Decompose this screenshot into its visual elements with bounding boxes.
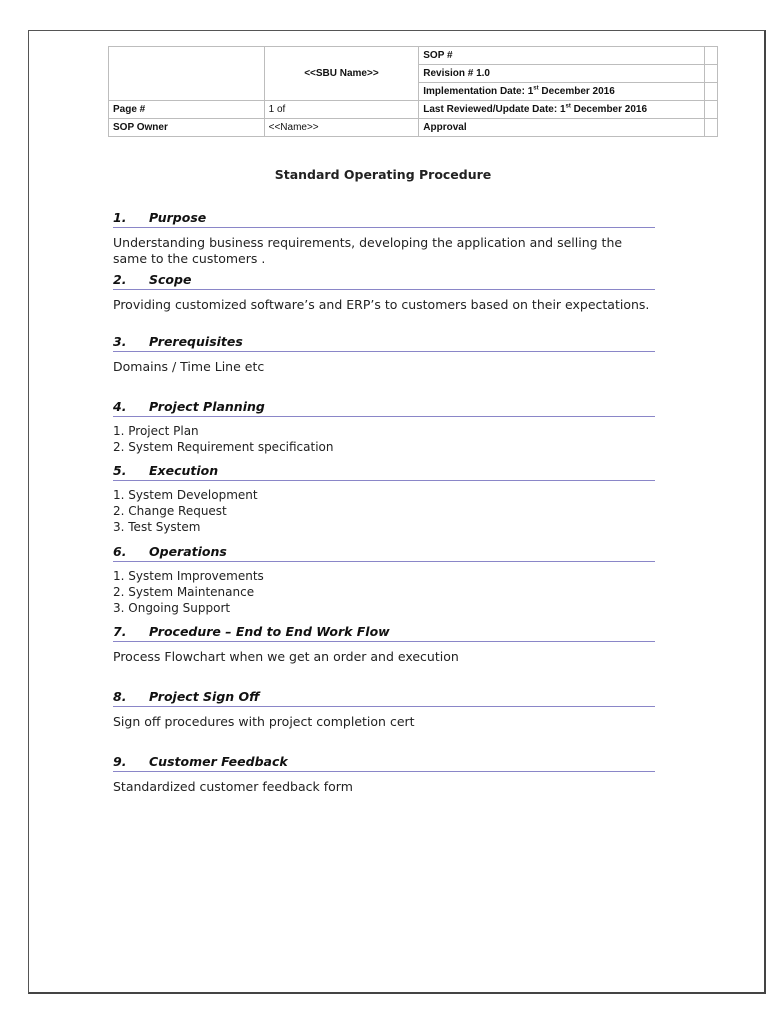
section-title: Purpose [149,210,207,225]
section-heading [113,753,655,772]
document-page [28,30,766,994]
section-number: 3. [113,334,127,349]
section-text: Process Flowchart when we get an order and execution [113,649,459,664]
list-item: 1. System Improvements [113,569,264,583]
section-number: 9. [113,754,127,769]
list-item: 2. System Maintenance [113,585,255,599]
section-number: 6. [113,544,127,559]
revision-cell [419,65,705,83]
section-title: Scope [149,272,192,287]
header-spacer-cell [705,83,718,101]
section-title: Procedure – End to End Work Flow [149,624,390,639]
page-value-cell [264,101,419,119]
section-project-planning [113,398,655,462]
section-title: Customer Feedback [149,754,288,769]
section-heading [113,209,655,228]
list-item: 1. Project Plan [113,424,199,438]
section-heading [113,271,655,290]
sbu-name: <<SBU Name>> [304,68,379,79]
section-list [113,423,655,455]
last-reviewed-suffix: December 2016 [570,104,648,115]
section-text: Understanding business requirements, developing the application and selling the same to the customers . [113,235,623,266]
header-spacer-cell [705,65,718,83]
section-heading [113,688,655,707]
header-row-1 [109,47,718,65]
header-spacer-cell [705,47,718,65]
list-item: 3. Test System [113,520,201,534]
implementation-date-prefix: Implementation Date: 1 [423,86,534,97]
sbu-name-cell [264,47,419,101]
last-reviewed-cell [419,101,705,119]
section-title: Execution [149,463,219,478]
owner-value-cell [264,119,419,137]
last-reviewed-ordinal: st [565,103,571,110]
section-list [113,487,655,535]
header-row-4 [109,101,718,119]
owner-value: <<Name>> [268,122,319,133]
section-procedure [113,623,655,688]
implementation-date-ordinal: st [533,85,539,92]
sop-number-cell [419,47,705,65]
section-number: 8. [113,689,127,704]
implementation-date-cell [419,83,705,101]
owner-label: SOP Owner [113,122,168,133]
section-prerequisites [113,333,655,398]
section-title: Prerequisites [149,334,243,349]
approval-cell [419,119,705,137]
list-item: 1. System Development [113,488,258,502]
document-content [113,209,655,803]
section-title: Project Sign Off [149,689,260,704]
section-text: Providing customized software’s and ERP’s to customers based on their expectations. [113,297,650,312]
approval: Approval [423,122,467,133]
page-label: Page # [113,104,146,115]
list-item: 2. System Requirement specification [113,440,334,454]
page-value: 1 of [268,104,286,115]
section-number: 5. [113,463,127,478]
sop-number: SOP # [423,50,453,61]
section-text: Domains / Time Line etc [113,359,265,374]
section-heading [113,623,655,642]
section-title: Project Planning [149,399,265,414]
section-heading [113,543,655,562]
page-label-cell [109,101,265,119]
header-spacer-cell [705,101,718,119]
section-heading [113,462,655,481]
header-spacer-cell [705,119,718,137]
section-heading [113,398,655,417]
owner-label-cell [109,119,265,137]
section-project-sign-off [113,688,655,753]
section-text: Standardized customer feedback form [113,779,353,794]
section-text: Sign off procedures with project completion cert [113,714,415,729]
list-item: 3. Ongoing Support [113,601,231,615]
section-scope [113,271,655,335]
section-title: Operations [149,544,227,559]
sop-header-table [108,46,718,137]
header-row-5 [109,119,718,137]
section-list [113,568,655,616]
list-item: 2. Change Request [113,504,227,518]
last-reviewed-prefix: Last Reviewed/Update Date: 1 [423,104,566,115]
header-blank-cell [109,47,265,101]
revision: Revision # 1.0 [423,68,490,79]
section-operations [113,543,655,623]
section-number: 1. [113,210,127,225]
section-number: 4. [113,399,127,414]
section-customer-feedback [113,753,655,803]
section-number: 7. [113,624,127,639]
section-execution [113,462,655,543]
section-number: 2. [113,272,127,287]
document-title: Standard Operating Procedure [274,167,492,182]
section-heading [113,333,655,352]
implementation-date-suffix: December 2016 [538,86,615,97]
